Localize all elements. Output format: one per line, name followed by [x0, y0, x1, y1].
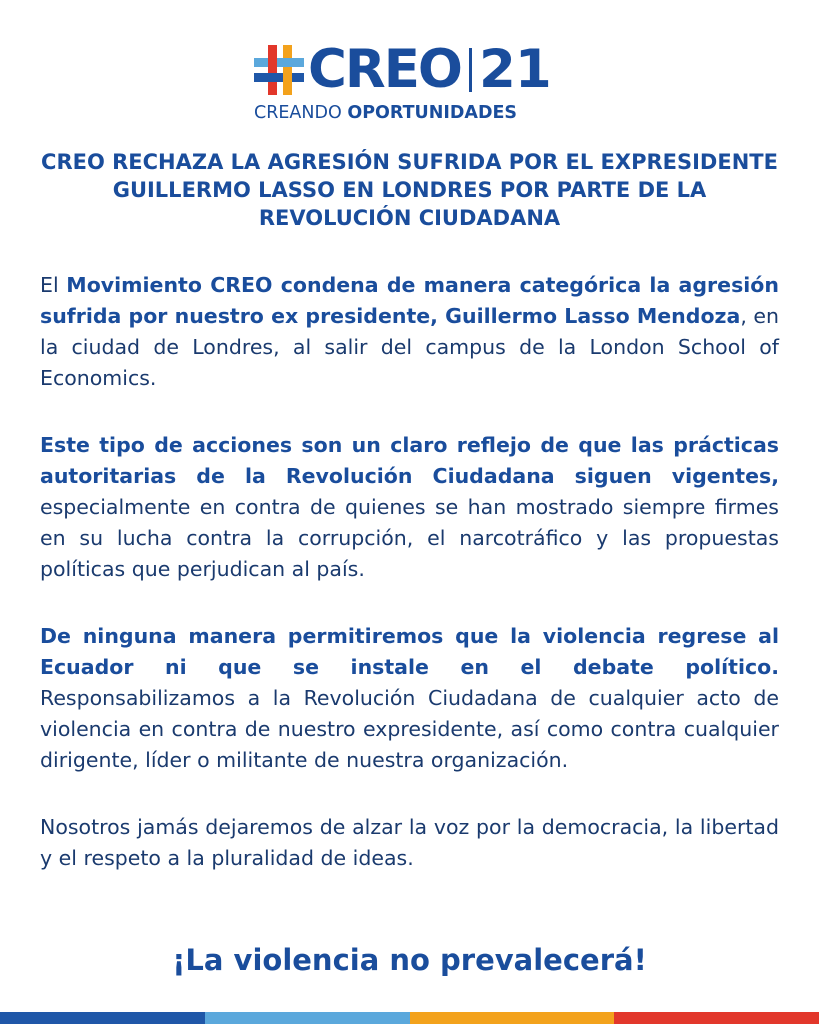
color-bar-red — [614, 1012, 819, 1024]
logo-number: 21 — [478, 39, 551, 100]
logo-header — [0, 40, 819, 130]
logo-divider — [469, 48, 472, 92]
paragraph-2-bold: Este tipo de acciones son un claro reflejo de que las prácticas autoritarias de la Revolución Ciudadana siguen vigentes, — [40, 433, 779, 488]
press-release-body — [40, 270, 779, 910]
color-bar-blue — [0, 1012, 205, 1024]
paragraph-3 — [40, 621, 779, 776]
paragraph-3-bold: De ninguna manera permitiremos que la violencia regrese al Ecuador ni que se instale en el debate político. — [40, 624, 779, 679]
paragraph-1 — [40, 270, 779, 394]
color-bar-orange — [410, 1012, 615, 1024]
paragraph-1-text: , en la ciudad de Londres, al salir del campus de la London School of Economics. — [40, 304, 780, 390]
press-release-headline: CREO RECHAZA LA AGRESIÓN SUFRIDA POR EL EXPRESIDENTE GUILLERMO LASSO EN LONDRES POR PARTE DE LA REVOLUCIÓN CIUDADANA — [41, 150, 778, 230]
hashtag-logo-icon — [254, 45, 304, 95]
paragraph-4-text: Nosotros jamás dejaremos de alzar la voz por la democracia, la libertad y el respeto a la pluralidad de ideas. — [40, 815, 779, 870]
color-bar-light-blue — [205, 1012, 410, 1024]
paragraph-4 — [40, 812, 779, 874]
color-bar-footer — [0, 1012, 819, 1024]
tagline-light: CREANDO — [254, 103, 348, 123]
paragraph-3-text: Responsabilizamos a la Revolución Ciudadana de cualquier acto de violencia en contra de nuestro expresidente, así como contra cualquier dirigente, líder o militante de nuestra organización. — [40, 686, 779, 772]
logo-row — [254, 39, 551, 100]
paragraph-2-text: especialmente en contra de quienes se han mostrado siempre firmes en su lucha contra la corrupción, el narcotráfico y las propuestas políticas que perjudican al país. — [40, 495, 779, 581]
paragraph-1-lead: El — [40, 273, 67, 297]
closing-statement: ¡La violencia no prevalecerá! — [172, 943, 647, 977]
paragraph-1-bold: Movimiento CREO condena de manera categórica la agresión sufrida por nuestro ex presidente, Guillermo Lasso Mendoza — [40, 273, 779, 328]
tagline-bold: OPORTUNIDADES — [347, 103, 518, 123]
logo-tagline — [254, 102, 566, 124]
paragraph-2 — [40, 430, 779, 585]
logo-wordmark: CREO — [308, 39, 461, 100]
